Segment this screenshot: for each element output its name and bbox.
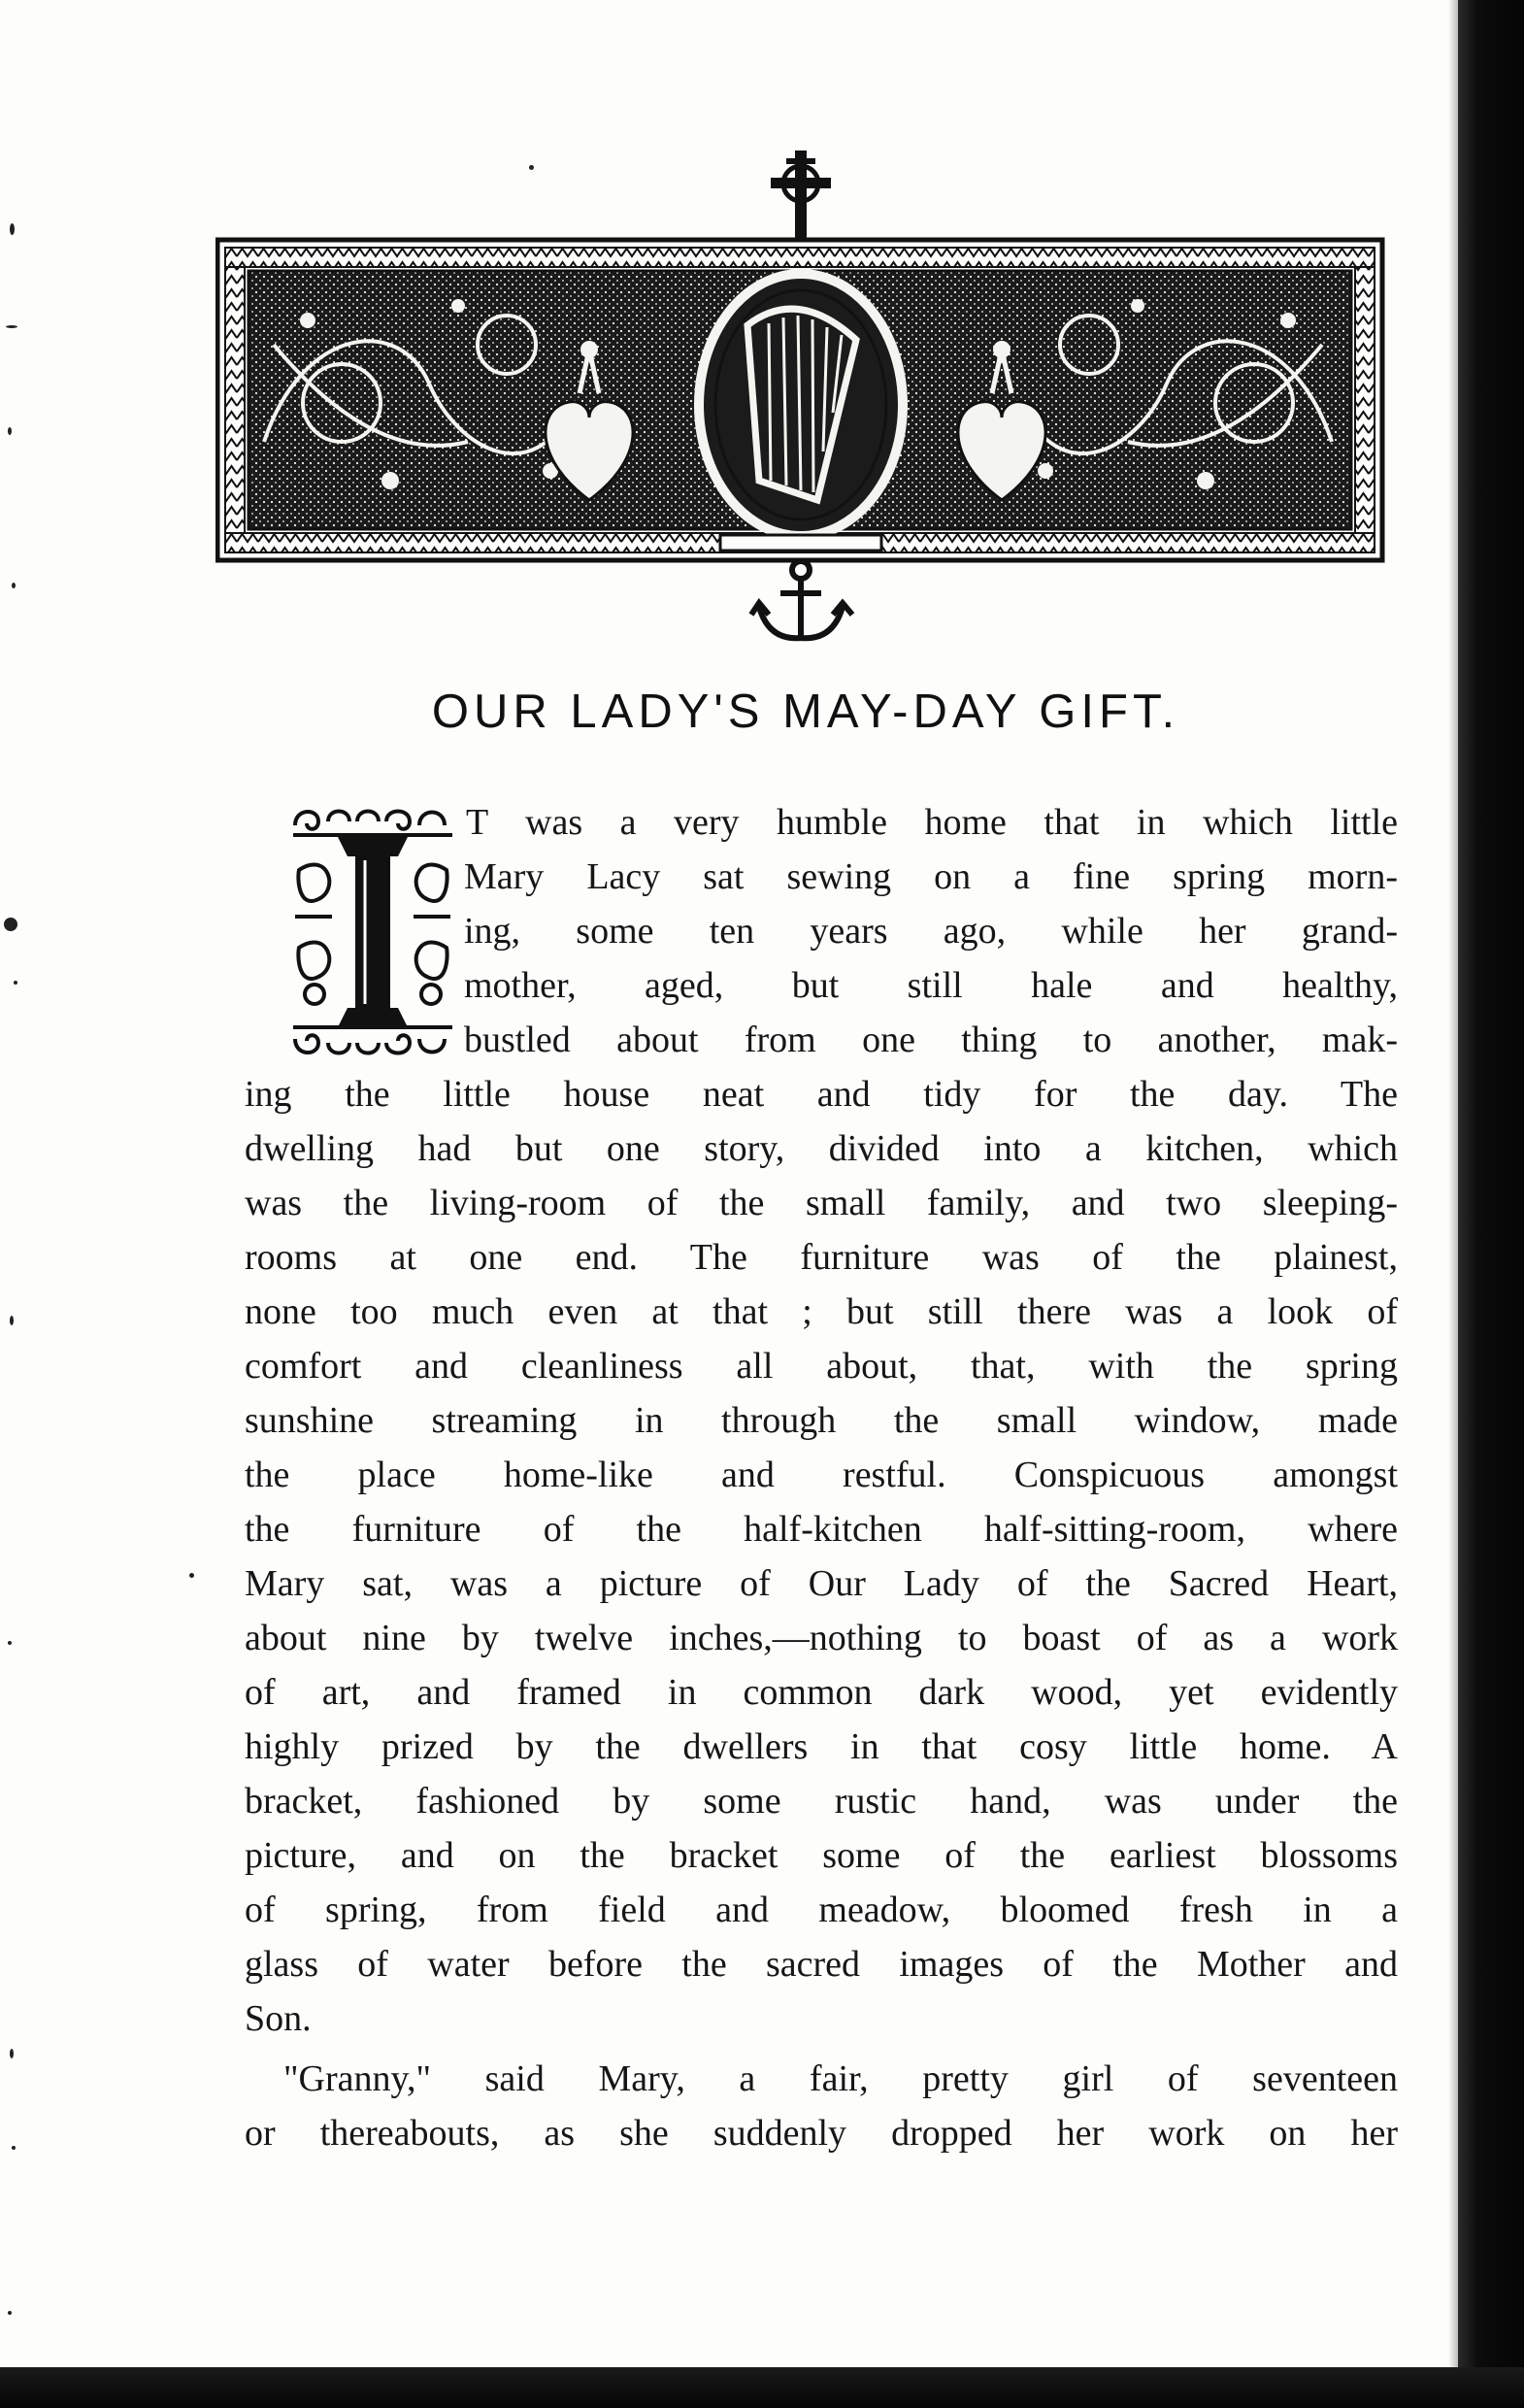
- text-line: dwelling had but one story, divided into a kitchen, which: [245, 1128, 1398, 1169]
- text-line: about nine by twelve inches,—nothing to boast of as a work: [245, 1618, 1398, 1658]
- harp-icon: [699, 274, 903, 536]
- text-line: of spring, from field and meadow, bloomed fresh in a: [245, 1890, 1398, 1930]
- text-line: comfort and cleanliness all about, that, with the spring: [245, 1346, 1398, 1387]
- text-line: none too much even at that ; but still there was a look of: [245, 1291, 1398, 1332]
- text-line: glass of water before the sacred images of the Mother and: [245, 1944, 1398, 1985]
- text-line: of art, and framed in common dark wood, yet evidently: [245, 1672, 1398, 1713]
- scan-edge-right: [1458, 0, 1524, 2408]
- anchor-icon: [751, 561, 852, 638]
- story-title: OUR LADY'S MAY-DAY GIFT.: [431, 686, 1180, 738]
- text-line: or thereabouts, as she suddenly dropped her work on her: [245, 2113, 1398, 2154]
- scan-edge-shadow: [1448, 0, 1458, 2408]
- text-line: highly prized by the dwellers in that cosy little home. A: [245, 1726, 1398, 1767]
- text-line: Mary Lacy sat sewing on a fine spring morn-: [464, 856, 1398, 897]
- text-line: sunshine streaming in through the small window, made: [245, 1400, 1398, 1441]
- text-line: bustled about from one thing to another, mak-: [464, 1020, 1398, 1060]
- text-line: T was a very humble home that in which little: [466, 802, 1398, 843]
- scan-edge-bottom: [0, 2367, 1524, 2408]
- decorative-headpiece: [215, 150, 1385, 646]
- drop-cap-letter: I: [372, 948, 374, 949]
- text-line: mother, aged, but still hale and healthy,: [464, 965, 1398, 1006]
- text-line: ing, some ten years ago, while her grand-: [464, 911, 1398, 952]
- text-line: the furniture of the half-kitchen half-sitting-room, where: [245, 1509, 1398, 1550]
- cross-icon: [771, 150, 831, 252]
- text-line: rooms at one end. The furniture was of the plainest,: [245, 1237, 1398, 1278]
- text-line: Son.: [245, 1998, 312, 2039]
- text-line: picture, and on the bracket some of the earliest blossoms: [245, 1835, 1398, 1876]
- text-line: was the living-room of the small family, and two sleeping-: [245, 1183, 1398, 1223]
- drop-cap-ornament: [289, 802, 456, 1060]
- text-line: ing the little house neat and tidy for the day. The: [245, 1074, 1398, 1115]
- text-line: the place home-like and restful. Conspicuous amongst: [245, 1455, 1398, 1495]
- text-line: bracket, fashioned by some rustic hand, was under the: [245, 1781, 1398, 1822]
- text-line: "Granny," said Mary, a fair, pretty girl of seventeen: [283, 2058, 1398, 2099]
- text-line: Mary sat, was a picture of Our Lady of the Sacred Heart,: [245, 1563, 1398, 1604]
